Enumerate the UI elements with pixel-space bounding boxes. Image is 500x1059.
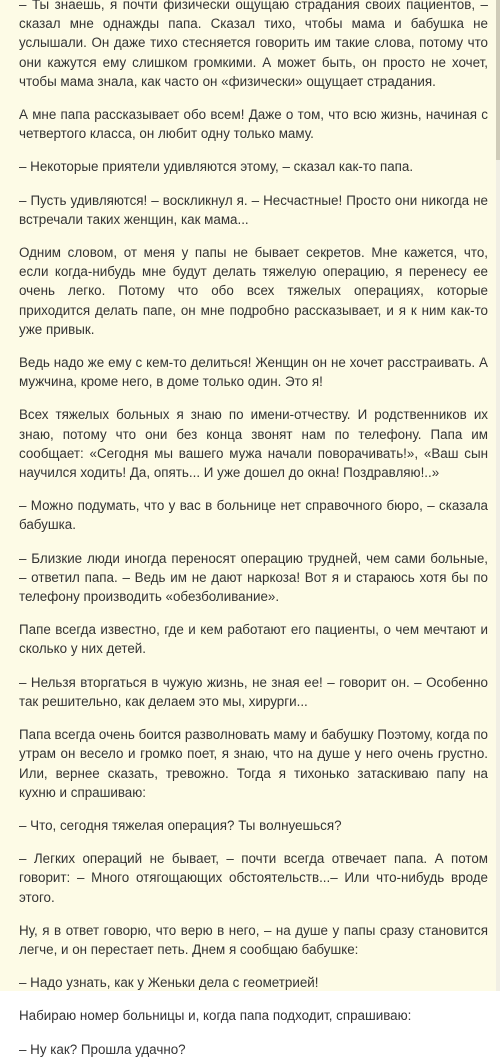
paragraph: Папа всегда очень боится разволновать маму и бабушку Поэтому, когда по утрам он весело и громко поет, я знаю, что на душе у него очень грустно. Или, вернее сказать, тревожно. Тогда я тихонько затаскиваю папу на кухню и спрашиваю:: [19, 727, 488, 800]
paragraph: Набираю номер больницы и, когда папа подходит, спрашиваю:: [19, 1008, 412, 1024]
paragraph: Ведь надо же ему с кем-то делиться! Женщин он не хочет расстраивать. А мужчина, кроме него, в доме только один. Это я!: [19, 355, 488, 390]
scrollbar-thumb[interactable]: [496, 0, 500, 160]
paragraph: Папе всегда известно, где и кем работают его пациенты, о чем мечтают и сколько у них детей.: [19, 622, 488, 657]
paragraph: – Ты знаешь, я почти физически ощущаю страдания своих пациентов, – сказал мне однажды папа. Сказал тихо, чтобы мама и бабушка не услышали. Он даже тихо стесняется говорить им такие слова, потому что они кажутся ему слишком громкими. А может быть, он просто не хочет, чтобы мама знала, как часто он «физически» ощущает страдания.: [19, 0, 488, 89]
paragraph: А мне папа рассказывает обо всем! Даже о том, что всю жизнь, начиная с четвертого класса, он любит одну только маму.: [19, 107, 488, 142]
paragraph: – Нельзя вторгаться в чужую жизнь, не зная ее! – говорит он. – Особенно так решительно, как делаем это мы, хирурги...: [19, 674, 488, 709]
paragraph-cut-off: – Ну как? Прошла удачно?: [19, 1041, 186, 1057]
paragraph: – Надо узнать, как у Женьки дела с геометрией!: [19, 975, 319, 991]
paragraph: – Пусть удивляются! – воскликнул я. – Несчастные! Просто они никогда не встречали таких женщин, как мама...: [19, 192, 488, 227]
paragraph: – Легких операций не бывает, – почти всегда отвечает папа. А потом говорит: – Много отягощающих обстоятельств...– Или что-нибудь вроде этого.: [19, 851, 488, 905]
paragraph: – Некоторые приятели удивляются этому, – сказал как-то папа.: [19, 159, 414, 175]
paragraph: Всех тяжелых больных я знаю по имени-отчеству. И родственников их знаю, потому что они без конца звонят нам по телефону. Папа им сообщает: «Сегодня мы вашего мужа начали поворачивать!», «Ваш сын научился ходить! Да, опять... И уже дошел до окна! Поздравляю!..»: [19, 407, 488, 481]
paragraph: – Близкие люди иногда переносят операцию трудней, чем сами больные, – ответил папа. – Ведь им не дают наркоза! Вот я и стараюсь хотя бы по телефону производить «обезболивание».: [19, 550, 488, 605]
paragraph: Одним словом, от меня у папы не бывает секретов. Мне кажется, что, если когда-нибудь мне будут делать тяжелую операцию, я перенесу ее очень легко. Потому что обо всех тяжелых операциях, которые приходится делать папе, он мне подробно рассказывает, и я к ним как-то уже привык.: [19, 245, 488, 337]
paragraph: – Можно подумать, что у вас в больнице нет справочного бюро, – сказала бабушка.: [19, 498, 488, 533]
vertical-scrollbar[interactable]: [496, 0, 500, 991]
paragraph: Ну, я в ответ говорю, что верю в него, – на душе у папы сразу становится легче, и он перестает петь. Днем я сообщаю бабушке:: [19, 922, 488, 957]
paragraph: – Что, сегодня тяжелая операция? Ты волнуешься?: [19, 817, 342, 833]
